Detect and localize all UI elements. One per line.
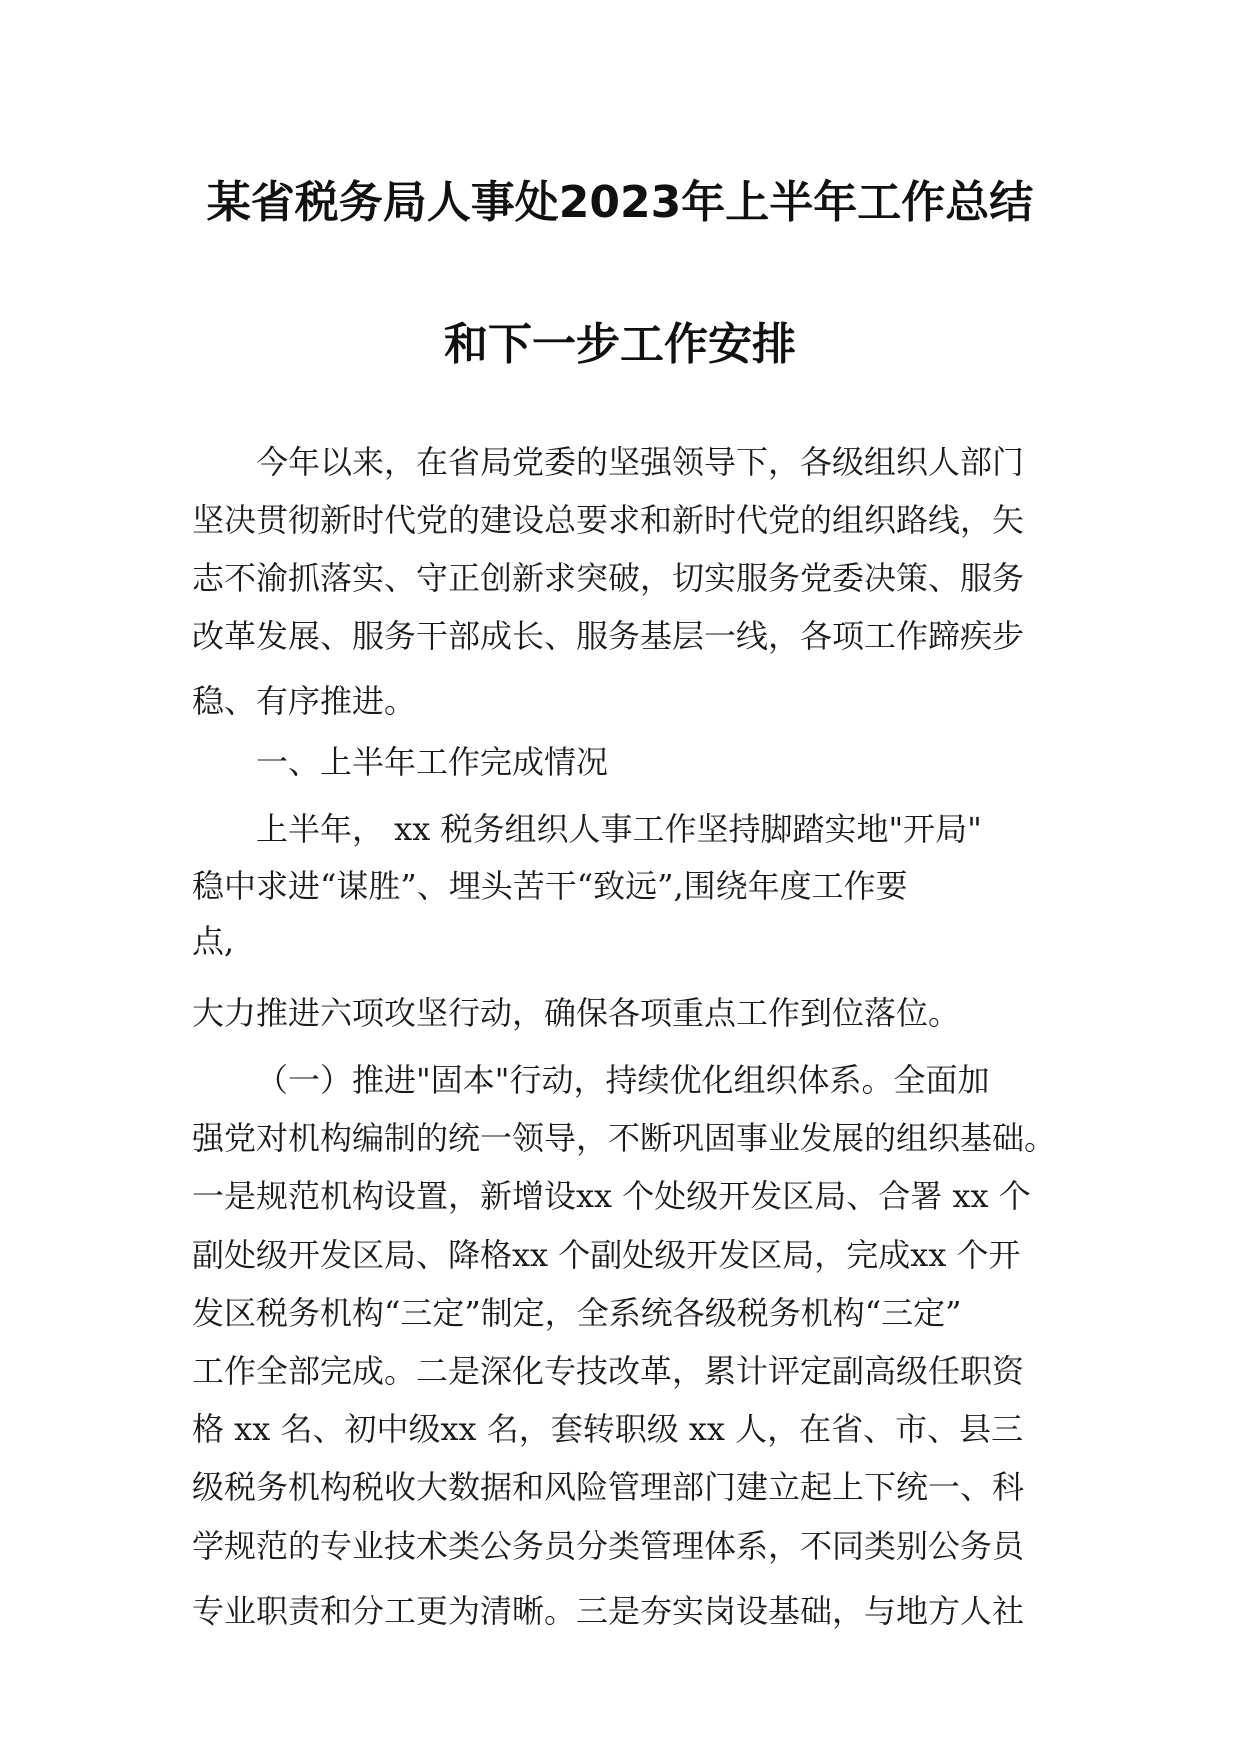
subsection-heading: （一）推进"固本"行动，持续优化组织体系。全面加 <box>256 1061 990 1099</box>
body-text-line: 格 xx 名、初中级xx 名，套转职级 xx 人，在省、市、县三 <box>192 1410 1024 1448</box>
body-text-line: 学规范的专业技术类公务员分类管理体系，不同类别公务员 <box>192 1527 1025 1565</box>
body-text-line: 大力推进六项攻坚行动，确保各项重点工作到位落位。 <box>192 994 961 1032</box>
body-text-line: 强党对机构编制的统一领导，不断巩固事业发展的组织基础。 <box>192 1119 1057 1157</box>
body-text-line: 点, <box>192 922 235 960</box>
body-text-line: 上半年， xx 税务组织人事工作坚持脚踏实地"开局" <box>256 810 982 848</box>
body-text-line: 稳中求进“谋胜”、埋头苦干“致远”,围绕年度工作要 <box>192 867 908 905</box>
document-title-line-1: 某省税务局人事处2023年上半年工作总结 <box>206 177 1034 228</box>
body-text-line: 级税务机构税收大数据和风险管理部门建立起上下统一、科 <box>192 1468 1025 1506</box>
body-text-line: 专业职责和分工更为清晰。三是夯实岗设基础，与地方人社 <box>192 1592 1025 1630</box>
body-text-line: 今年以来，在省局党委的坚强领导下，各级组织人部门 <box>256 443 1025 481</box>
body-text-line: 发区税务机构“三定”制定，全系统各级税务机构“三定” <box>192 1294 962 1332</box>
body-text-line: 工作全部完成。二是深化专技改革，累计评定副高级任职资 <box>192 1352 1025 1390</box>
body-text-line: 坚决贯彻新时代党的建设总要求和新时代党的组织路线，矢 <box>192 501 1025 539</box>
body-text-line: 一是规范机构设置，新增设xx 个处级开发区局、合署 xx 个 <box>192 1177 1031 1215</box>
section-heading: 一、上半年工作完成情况 <box>256 743 609 781</box>
body-text-line: 稳、有序推进。 <box>192 682 417 720</box>
body-text-line: 志不渝抓落实、守正创新求突破，切实服务党委决策、服务 <box>192 559 1025 597</box>
body-text-line: 改革发展、服务干部成长、服务基层一线，各项工作蹄疾步 <box>192 617 1025 655</box>
body-text-line: 副处级开发区局、降格xx 个副处级开发区局，完成xx 个开 <box>192 1236 1021 1274</box>
document-title-line-2: 和下一步工作安排 <box>444 319 796 370</box>
